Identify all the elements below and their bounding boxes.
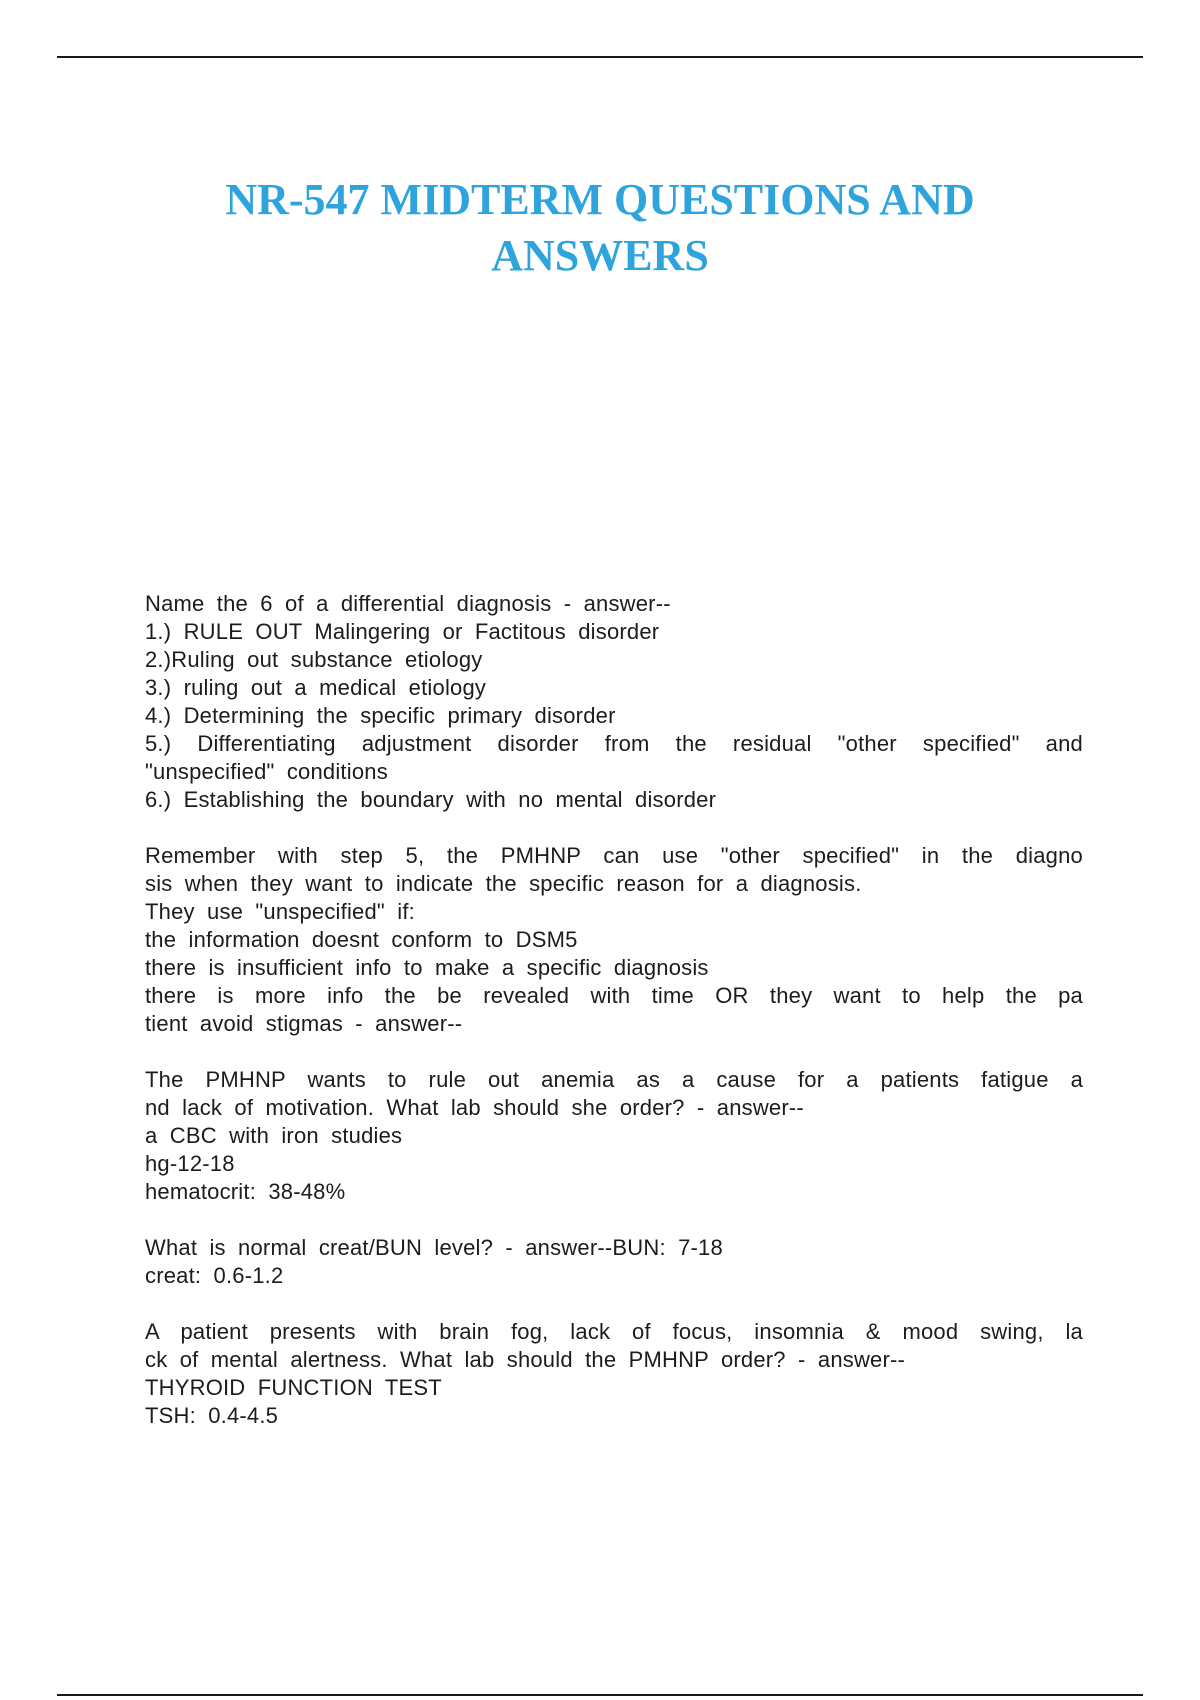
answer-line: creat: 0.6-1.2 bbox=[145, 1263, 284, 1288]
question-line: They use "unspecified" if: bbox=[145, 899, 415, 924]
question-line: sis when they want to indicate the specific reason for a diagnosis. bbox=[145, 871, 862, 896]
answer-line: TSH: 0.4-4.5 bbox=[145, 1403, 279, 1428]
document-title bbox=[0, 172, 1200, 284]
qa-block-anemia bbox=[145, 1066, 1083, 1206]
question-line: What is normal creat/BUN level? - answer--BUN: 7-18 bbox=[145, 1235, 723, 1260]
qa-content bbox=[145, 590, 1083, 1458]
answer-line: a CBC with iron studies bbox=[145, 1123, 403, 1148]
question-line: tient avoid stigmas - answer-- bbox=[145, 1011, 463, 1036]
top-rule bbox=[57, 56, 1143, 58]
bottom-rule bbox=[57, 1694, 1143, 1696]
answer-line: 3.) ruling out a medical etiology bbox=[145, 675, 487, 700]
answer-line: 4.) Determining the specific primary disorder bbox=[145, 703, 616, 728]
question-line: ck of mental alertness. What lab should the PMHNP order? - answer-- bbox=[145, 1347, 906, 1372]
question-line: Name the 6 of a differential diagnosis - answer-- bbox=[145, 591, 671, 616]
answer-line: 1.) RULE OUT Malingering or Factitous disorder bbox=[145, 619, 660, 644]
question-line: Remember with step 5, the PMHNP can use "other specified" in the diagno bbox=[145, 843, 1083, 868]
answer-line: "unspecified" conditions bbox=[145, 759, 388, 784]
qa-block-creat-bun bbox=[145, 1234, 1083, 1290]
question-line: The PMHNP wants to rule out anemia as a cause for a patients fatigue a bbox=[145, 1067, 1083, 1092]
question-line: there is insufficient info to make a specific diagnosis bbox=[145, 955, 709, 980]
answer-line: 6.) Establishing the boundary with no mental disorder bbox=[145, 787, 717, 812]
question-line: A patient presents with brain fog, lack of focus, insomnia & mood swing, la bbox=[145, 1319, 1083, 1344]
question-line: there is more info the be revealed with time OR they want to help the pa bbox=[145, 983, 1083, 1008]
qa-block-differential-diagnosis bbox=[145, 590, 1083, 814]
answer-line: hg-12-18 bbox=[145, 1151, 235, 1176]
question-line: the information doesnt conform to DSM5 bbox=[145, 927, 578, 952]
qa-block-other-specified bbox=[145, 842, 1083, 1038]
title-line-2: ANSWERS bbox=[491, 231, 709, 280]
question-line: nd lack of motivation. What lab should she order? - answer-- bbox=[145, 1095, 804, 1120]
answer-line: 5.) Differentiating adjustment disorder from the residual "other specified" and bbox=[145, 731, 1083, 756]
answer-line: THYROID FUNCTION TEST bbox=[145, 1375, 442, 1400]
qa-block-thyroid bbox=[145, 1318, 1083, 1430]
title-line-1: NR-547 MIDTERM QUESTIONS AND bbox=[225, 175, 975, 224]
answer-line: hematocrit: 38-48% bbox=[145, 1179, 346, 1204]
answer-line: 2.)Ruling out substance etiology bbox=[145, 647, 483, 672]
